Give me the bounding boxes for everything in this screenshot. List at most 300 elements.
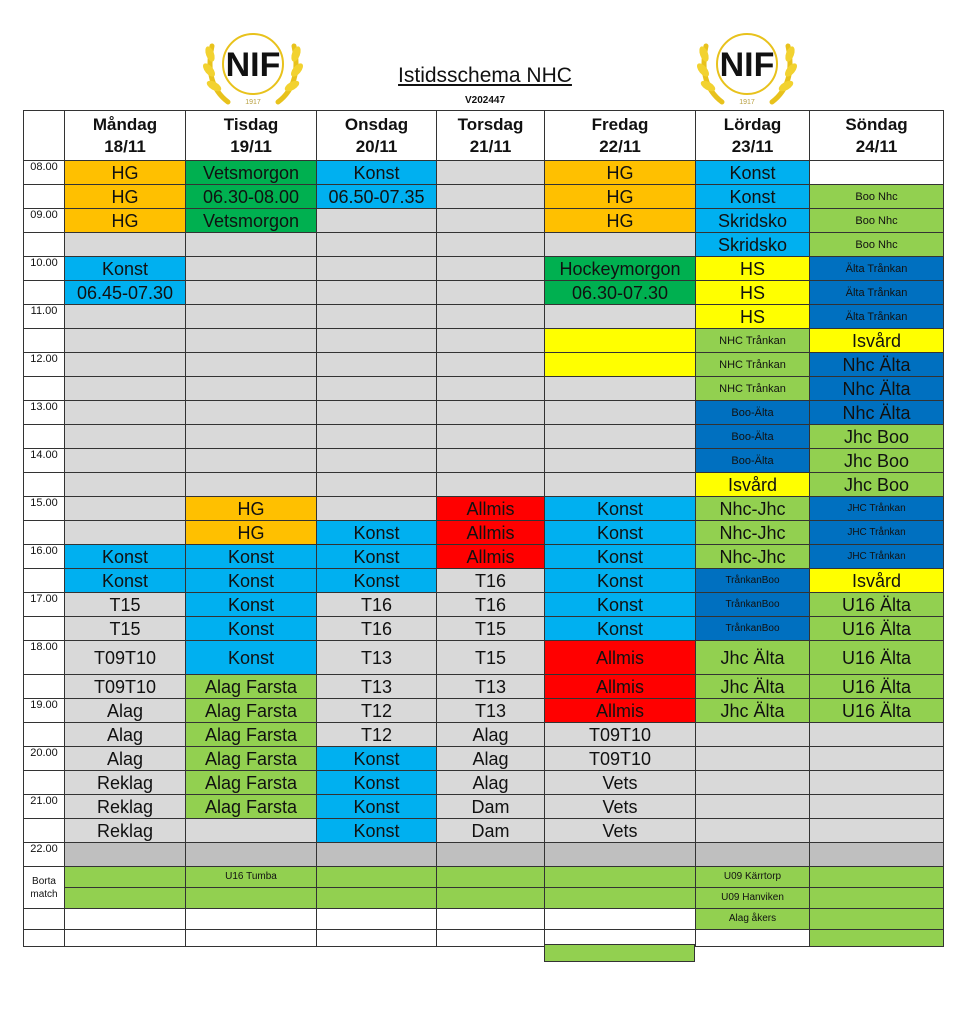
booking-cell	[545, 377, 696, 401]
booking-cell: JHC Trånkan	[810, 497, 944, 521]
schedule-table	[23, 110, 944, 947]
booking-cell: Konst	[545, 497, 696, 521]
away-cell: U09 Hanviken	[696, 888, 810, 909]
time-label	[24, 425, 65, 449]
booking-cell	[437, 843, 545, 867]
booking-cell	[437, 281, 545, 305]
time-label	[24, 819, 65, 843]
booking-cell	[186, 281, 317, 305]
time-label: 08.00	[24, 161, 65, 185]
time-label	[24, 329, 65, 353]
time-row	[24, 819, 944, 843]
time-label	[24, 617, 65, 641]
booking-cell	[437, 233, 545, 257]
time-row	[24, 521, 944, 545]
booking-cell	[186, 819, 317, 843]
day-header	[696, 111, 810, 161]
booking-cell	[186, 329, 317, 353]
time-label: 09.00	[24, 209, 65, 233]
booking-cell: Konst	[696, 161, 810, 185]
booking-cell: Konst	[545, 617, 696, 641]
booking-cell	[65, 425, 186, 449]
away-cell	[545, 909, 696, 930]
booking-cell: TrånkanBoo	[696, 593, 810, 617]
booking-cell	[810, 771, 944, 795]
time-label	[24, 723, 65, 747]
away-cell	[810, 930, 944, 947]
booking-cell: Boo Nhc	[810, 209, 944, 233]
booking-cell	[65, 497, 186, 521]
time-row	[24, 329, 944, 353]
booking-cell: Konst	[317, 771, 437, 795]
booking-cell: Konst	[317, 747, 437, 771]
booking-cell	[65, 233, 186, 257]
booking-cell: Alag Farsta	[186, 771, 317, 795]
day-date: 20/11	[355, 136, 398, 156]
booking-cell: HS	[696, 305, 810, 329]
time-row	[24, 353, 944, 377]
day-header	[186, 111, 317, 161]
booking-cell	[437, 257, 545, 281]
booking-cell: Vets	[545, 771, 696, 795]
booking-cell: 06.45-07.30	[65, 281, 186, 305]
booking-cell	[186, 377, 317, 401]
booking-cell: Allmis	[545, 675, 696, 699]
booking-cell: T13	[437, 675, 545, 699]
booking-cell: T15	[437, 617, 545, 641]
booking-cell: T12	[317, 699, 437, 723]
booking-cell: HG	[186, 521, 317, 545]
away-cell	[317, 867, 437, 888]
day-date: 24/11	[855, 136, 898, 156]
empty-cell	[24, 930, 65, 947]
time-label	[24, 675, 65, 699]
booking-cell	[317, 425, 437, 449]
away-row	[24, 888, 944, 909]
booking-cell: Dam	[437, 819, 545, 843]
booking-cell: Jhc Boo	[810, 425, 944, 449]
time-label	[24, 185, 65, 209]
booking-cell: Konst	[317, 569, 437, 593]
away-cell: U09 Kärrtorp	[696, 867, 810, 888]
time-label	[24, 569, 65, 593]
away-cell: Alag åkers	[696, 909, 810, 930]
booking-cell	[437, 401, 545, 425]
booking-cell	[317, 233, 437, 257]
booking-cell: T09T10	[545, 723, 696, 747]
booking-cell	[810, 723, 944, 747]
time-label	[24, 473, 65, 497]
booking-cell: Jhc Boo	[810, 449, 944, 473]
away-cell	[810, 867, 944, 888]
booking-cell: Alag Farsta	[186, 699, 317, 723]
booking-cell: 06.30-07.30	[545, 281, 696, 305]
time-row	[24, 281, 944, 305]
header-row	[24, 111, 944, 161]
booking-cell: T16	[437, 593, 545, 617]
booking-cell: U16 Älta	[810, 641, 944, 675]
booking-cell: Allmis	[545, 641, 696, 675]
booking-cell: Vetsmorgon	[186, 209, 317, 233]
nif-logo-left	[198, 24, 308, 108]
away-cell	[437, 930, 545, 947]
time-label: 10.00	[24, 257, 65, 281]
booking-cell	[810, 747, 944, 771]
away-cell	[810, 909, 944, 930]
booking-cell	[437, 305, 545, 329]
away-cell: U16 Tumba	[186, 867, 317, 888]
booking-cell	[545, 353, 696, 377]
day-date: 19/11	[230, 136, 272, 156]
time-row	[24, 545, 944, 569]
booking-cell: Nhc Älta	[810, 353, 944, 377]
booking-cell: Allmis	[437, 521, 545, 545]
booking-cell: T13	[317, 641, 437, 675]
booking-cell: HS	[696, 281, 810, 305]
booking-cell: Alag	[437, 723, 545, 747]
time-label: 15.00	[24, 497, 65, 521]
booking-cell	[696, 723, 810, 747]
booking-cell: T15	[65, 593, 186, 617]
time-label: 20.00	[24, 747, 65, 771]
extra-away-cell	[544, 944, 695, 962]
day-date: 18/11	[104, 136, 146, 156]
booking-cell: 06.50-07.35	[317, 185, 437, 209]
booking-cell: Älta Trånkan	[810, 281, 944, 305]
booking-cell	[545, 473, 696, 497]
booking-cell: Alag Farsta	[186, 723, 317, 747]
booking-cell: Vets	[545, 795, 696, 819]
booking-cell	[186, 233, 317, 257]
away-cell	[317, 909, 437, 930]
day-date: 21/11	[469, 136, 512, 156]
away-row	[24, 930, 944, 947]
booking-cell	[317, 209, 437, 233]
booking-cell	[810, 843, 944, 867]
time-row	[24, 209, 944, 233]
booking-cell	[545, 401, 696, 425]
booking-cell: JHC Trånkan	[810, 545, 944, 569]
booking-cell	[545, 233, 696, 257]
day-header	[545, 111, 696, 161]
away-cell	[437, 909, 545, 930]
page-title: Istidsschema NHC	[398, 64, 572, 87]
booking-cell: Nhc-Jhc	[696, 521, 810, 545]
booking-cell	[545, 843, 696, 867]
booking-cell	[545, 425, 696, 449]
away-row	[24, 909, 944, 930]
booking-cell: Alag Farsta	[186, 795, 317, 819]
day-header	[810, 111, 944, 161]
booking-cell	[186, 305, 317, 329]
booking-cell: Boo Nhc	[810, 185, 944, 209]
booking-cell: Vetsmorgon	[186, 161, 317, 185]
booking-cell	[186, 449, 317, 473]
time-label	[24, 521, 65, 545]
booking-cell: Alag	[437, 747, 545, 771]
time-row	[24, 675, 944, 699]
booking-cell: Alag	[65, 747, 186, 771]
away-cell	[186, 888, 317, 909]
day-name: Måndag	[92, 114, 158, 134]
time-label: 13.00	[24, 401, 65, 425]
booking-cell	[317, 257, 437, 281]
booking-cell: HG	[65, 161, 186, 185]
booking-cell: Skridsko	[696, 209, 810, 233]
day-name: Söndag	[845, 114, 908, 134]
time-label: 19.00	[24, 699, 65, 723]
booking-cell: Konst	[545, 593, 696, 617]
booking-cell: Hockeymorgon	[545, 257, 696, 281]
time-row	[24, 377, 944, 401]
booking-cell: Konst	[317, 545, 437, 569]
time-row	[24, 771, 944, 795]
booking-cell: Nhc Älta	[810, 377, 944, 401]
away-cell	[65, 930, 186, 947]
booking-cell	[317, 377, 437, 401]
time-label: 18.00	[24, 641, 65, 675]
time-label: 14.00	[24, 449, 65, 473]
booking-cell	[186, 257, 317, 281]
away-cell	[65, 888, 186, 909]
booking-cell	[317, 497, 437, 521]
logo-year: 1917	[245, 99, 261, 106]
booking-cell	[317, 281, 437, 305]
booking-cell: Konst	[696, 185, 810, 209]
time-label	[24, 233, 65, 257]
booking-cell	[545, 449, 696, 473]
booking-cell: Konst	[317, 521, 437, 545]
away-cell	[317, 930, 437, 947]
booking-cell: TrånkanBoo	[696, 617, 810, 641]
booking-cell: T16	[437, 569, 545, 593]
booking-cell: Älta Trånkan	[810, 305, 944, 329]
day-header	[317, 111, 437, 161]
booking-cell: Nhc-Jhc	[696, 545, 810, 569]
time-row	[24, 473, 944, 497]
time-label: 11.00	[24, 305, 65, 329]
booking-cell	[437, 353, 545, 377]
booking-cell	[65, 329, 186, 353]
booking-cell: Konst	[65, 257, 186, 281]
day-name: Tisdag	[223, 114, 279, 134]
time-row	[24, 161, 944, 185]
booking-cell	[65, 449, 186, 473]
away-match-label	[24, 867, 65, 909]
time-label: 16.00	[24, 545, 65, 569]
away-cell	[696, 930, 810, 947]
day-name: Onsdag	[344, 114, 409, 134]
booking-cell: U16 Älta	[810, 675, 944, 699]
day-name: Lördag	[723, 114, 782, 134]
booking-cell: Reklag	[65, 795, 186, 819]
booking-cell	[437, 377, 545, 401]
time-row	[24, 185, 944, 209]
booking-cell: Jhc Boo	[810, 473, 944, 497]
booking-cell: Reklag	[65, 771, 186, 795]
booking-cell	[186, 401, 317, 425]
empty-cell	[24, 909, 65, 930]
booking-cell: JHC Trånkan	[810, 521, 944, 545]
away-label-line: Borta	[32, 875, 56, 887]
booking-cell: Konst	[545, 545, 696, 569]
booking-cell: T13	[317, 675, 437, 699]
booking-cell: HG	[545, 209, 696, 233]
booking-cell: Älta Trånkan	[810, 257, 944, 281]
day-name: Fredag	[591, 114, 649, 134]
booking-cell: Konst	[186, 569, 317, 593]
booking-cell: T15	[437, 641, 545, 675]
time-row	[24, 747, 944, 771]
time-row	[24, 569, 944, 593]
time-row	[24, 497, 944, 521]
booking-cell: T09T10	[545, 747, 696, 771]
booking-cell: Boo-Älta	[696, 449, 810, 473]
booking-cell	[317, 329, 437, 353]
booking-cell	[65, 401, 186, 425]
booking-cell	[65, 521, 186, 545]
booking-cell: HG	[65, 185, 186, 209]
booking-cell: HG	[186, 497, 317, 521]
booking-cell: Boo-Älta	[696, 425, 810, 449]
away-cell	[437, 888, 545, 909]
booking-cell: T16	[317, 617, 437, 641]
booking-cell	[696, 843, 810, 867]
time-label	[24, 771, 65, 795]
time-row	[24, 257, 944, 281]
booking-cell: Isvård	[696, 473, 810, 497]
time-row	[24, 723, 944, 747]
booking-cell: NHC Trånkan	[696, 377, 810, 401]
day-header	[437, 111, 545, 161]
booking-cell	[317, 449, 437, 473]
booking-cell	[186, 473, 317, 497]
booking-cell	[810, 161, 944, 185]
booking-cell	[186, 353, 317, 377]
booking-cell	[65, 473, 186, 497]
booking-cell: HS	[696, 257, 810, 281]
booking-cell	[186, 425, 317, 449]
booking-cell	[65, 377, 186, 401]
booking-cell	[317, 305, 437, 329]
booking-cell: U16 Älta	[810, 593, 944, 617]
booking-cell: Konst	[186, 641, 317, 675]
booking-cell: Isvård	[810, 569, 944, 593]
away-cell	[65, 909, 186, 930]
booking-cell: Boo Nhc	[810, 233, 944, 257]
booking-cell: Dam	[437, 795, 545, 819]
booking-cell: T12	[317, 723, 437, 747]
booking-cell: Konst	[186, 617, 317, 641]
away-cell	[810, 888, 944, 909]
booking-cell: Konst	[65, 569, 186, 593]
away-cell	[545, 867, 696, 888]
booking-cell: Konst	[317, 819, 437, 843]
away-cell	[186, 909, 317, 930]
booking-cell	[545, 305, 696, 329]
booking-cell: NHC Trånkan	[696, 353, 810, 377]
time-row	[24, 401, 944, 425]
away-cell	[437, 867, 545, 888]
booking-cell	[65, 353, 186, 377]
booking-cell: NHC Trånkan	[696, 329, 810, 353]
booking-cell: T13	[437, 699, 545, 723]
booking-cell	[696, 795, 810, 819]
booking-cell	[545, 329, 696, 353]
booking-cell: Alag	[437, 771, 545, 795]
away-row	[24, 867, 944, 888]
booking-cell	[437, 473, 545, 497]
booking-cell	[810, 795, 944, 819]
time-label	[24, 281, 65, 305]
booking-cell	[317, 353, 437, 377]
booking-cell	[810, 819, 944, 843]
version-label: V202447	[464, 95, 506, 106]
away-cell	[186, 930, 317, 947]
booking-cell: U16 Älta	[810, 617, 944, 641]
booking-cell: Nhc Älta	[810, 401, 944, 425]
booking-cell: TrånkanBoo	[696, 569, 810, 593]
booking-cell: Skridsko	[696, 233, 810, 257]
booking-cell	[437, 449, 545, 473]
booking-cell: Reklag	[65, 819, 186, 843]
booking-cell: Jhc Älta	[696, 675, 810, 699]
booking-cell	[65, 843, 186, 867]
booking-cell: Alag	[65, 723, 186, 747]
time-label: 12.00	[24, 353, 65, 377]
booking-cell: Boo-Älta	[696, 401, 810, 425]
logo-text: NIF	[719, 46, 775, 84]
booking-cell: Jhc Älta	[696, 641, 810, 675]
logo-text: NIF	[225, 46, 281, 84]
away-label-line: match	[30, 888, 58, 900]
booking-cell	[186, 843, 317, 867]
booking-cell	[437, 329, 545, 353]
booking-cell: Allmis	[437, 497, 545, 521]
day-header	[65, 111, 186, 161]
booking-cell	[65, 305, 186, 329]
time-row	[24, 233, 944, 257]
day-date: 23/11	[731, 136, 774, 156]
booking-cell: Konst	[545, 521, 696, 545]
booking-cell: Konst	[317, 161, 437, 185]
time-row	[24, 843, 944, 867]
booking-cell	[696, 819, 810, 843]
booking-cell: HG	[545, 161, 696, 185]
time-label: 17.00	[24, 593, 65, 617]
booking-cell	[317, 473, 437, 497]
time-row	[24, 593, 944, 617]
booking-cell	[437, 209, 545, 233]
booking-cell: T09T10	[65, 675, 186, 699]
booking-cell: Jhc Älta	[696, 699, 810, 723]
away-cell	[545, 888, 696, 909]
booking-cell: Konst	[186, 545, 317, 569]
booking-cell	[437, 425, 545, 449]
booking-cell: Alag Farsta	[186, 675, 317, 699]
time-row	[24, 699, 944, 723]
time-label	[24, 377, 65, 401]
booking-cell: T15	[65, 617, 186, 641]
booking-cell	[317, 401, 437, 425]
time-row	[24, 795, 944, 819]
booking-cell: T16	[317, 593, 437, 617]
corner-cell	[24, 111, 65, 161]
booking-cell: Alag	[65, 699, 186, 723]
time-label: 22.00	[24, 843, 65, 867]
booking-cell: 06.30-08.00	[186, 185, 317, 209]
booking-cell: Konst	[65, 545, 186, 569]
